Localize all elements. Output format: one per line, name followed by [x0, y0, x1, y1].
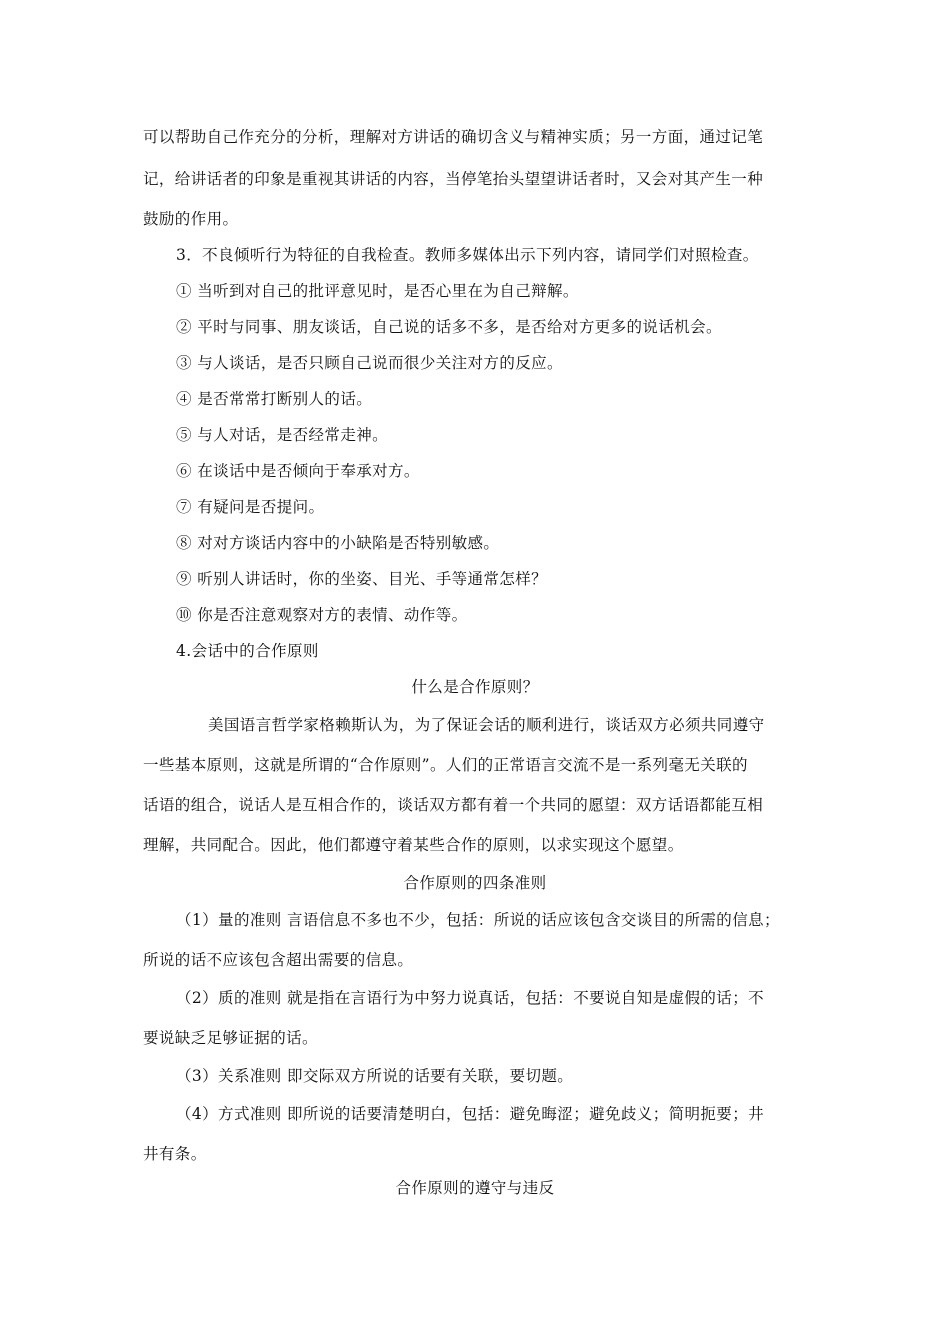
list-item: ① 当听到对自己的批评意见时，是否心里在为自己辩解。 [176, 282, 579, 300]
paragraph-line: 所说的话不应该包含超出需要的信息。 [143, 951, 414, 969]
list-item: ⑨ 听别人讲话时，你的坐姿、目光、手等通常怎样？ [176, 570, 548, 588]
paragraph-line: 记，给讲话者的印象是重视其讲话的内容，当停笔抬头望望讲话者时，又会对其产生一种 [143, 170, 764, 188]
list-item: ③ 与人谈话，是否只顾自己说而很少关注对方的反应。 [176, 354, 563, 372]
list-item: ④ 是否常常打断别人的话。 [176, 390, 373, 408]
list-item: ⑦ 有疑问是否提问。 [176, 498, 325, 516]
section-heading: 4.会话中的合作原则 [176, 642, 319, 660]
list-item: ② 平时与同事、朋友谈话，自己说的话多不多，是否给对方更多的说话机会。 [176, 318, 722, 336]
paragraph-line: 要说缺乏足够证据的话。 [143, 1029, 318, 1047]
paragraph-line: 一些基本原则，这就是所谓的“合作原则”。人们的正常语言交流不是一系列毫无关联的 [143, 756, 748, 774]
paragraph-line: （3）关系准则 即交际双方所说的话要有关联，要切题。 [176, 1067, 574, 1085]
paragraph-line: （4）方式准则 即所说的话要清楚明白，包括：避免晦涩；避免歧义；简明扼要；井 [176, 1105, 764, 1123]
paragraph-line: 鼓励的作用。 [143, 210, 239, 228]
paragraph-line: 可以帮助自己作充分的分析，理解对方讲话的确切含义与精神实质；另一方面，通过记笔 [143, 128, 764, 146]
paragraph-line: 话语的组合，说话人是互相合作的，谈话双方都有着一个共同的愿望：双方话语都能互相 [143, 796, 764, 814]
subheading: 合作原则的遵守与违反 [395, 1179, 555, 1197]
list-item: ⑧ 对对方谈话内容中的小缺陷是否特别敏感。 [176, 534, 500, 552]
list-item: ⑩ 你是否注意观察对方的表情、动作等。 [176, 606, 468, 624]
section-heading: 3．不良倾听行为特征的自我检查。教师多媒体出示下列内容，请同学们对照检查。 [176, 246, 759, 264]
subheading: 什么是合作原则？ [411, 678, 539, 696]
paragraph-line: （1）量的准则 言语信息不多也不少，包括：所说的话应该包含交谈目的所需的信息； [176, 911, 780, 929]
list-item: ⑥ 在谈话中是否倾向于奉承对方。 [176, 462, 420, 480]
paragraph-line: （2）质的准则 就是指在言语行为中努力说真话，包括：不要说自知是虚假的话；不 [176, 989, 764, 1007]
paragraph-line: 美国语言哲学家格赖斯认为，为了保证会话的顺利进行，谈话双方必须共同遵守 [208, 716, 765, 734]
paragraph-line: 井有条。 [143, 1145, 207, 1163]
subheading: 合作原则的四条准则 [403, 874, 547, 892]
list-item: ⑤ 与人对话，是否经常走神。 [176, 426, 389, 444]
paragraph-line: 理解，共同配合。因此，他们都遵守着某些合作的原则，以求实现这个愿望。 [143, 836, 684, 854]
